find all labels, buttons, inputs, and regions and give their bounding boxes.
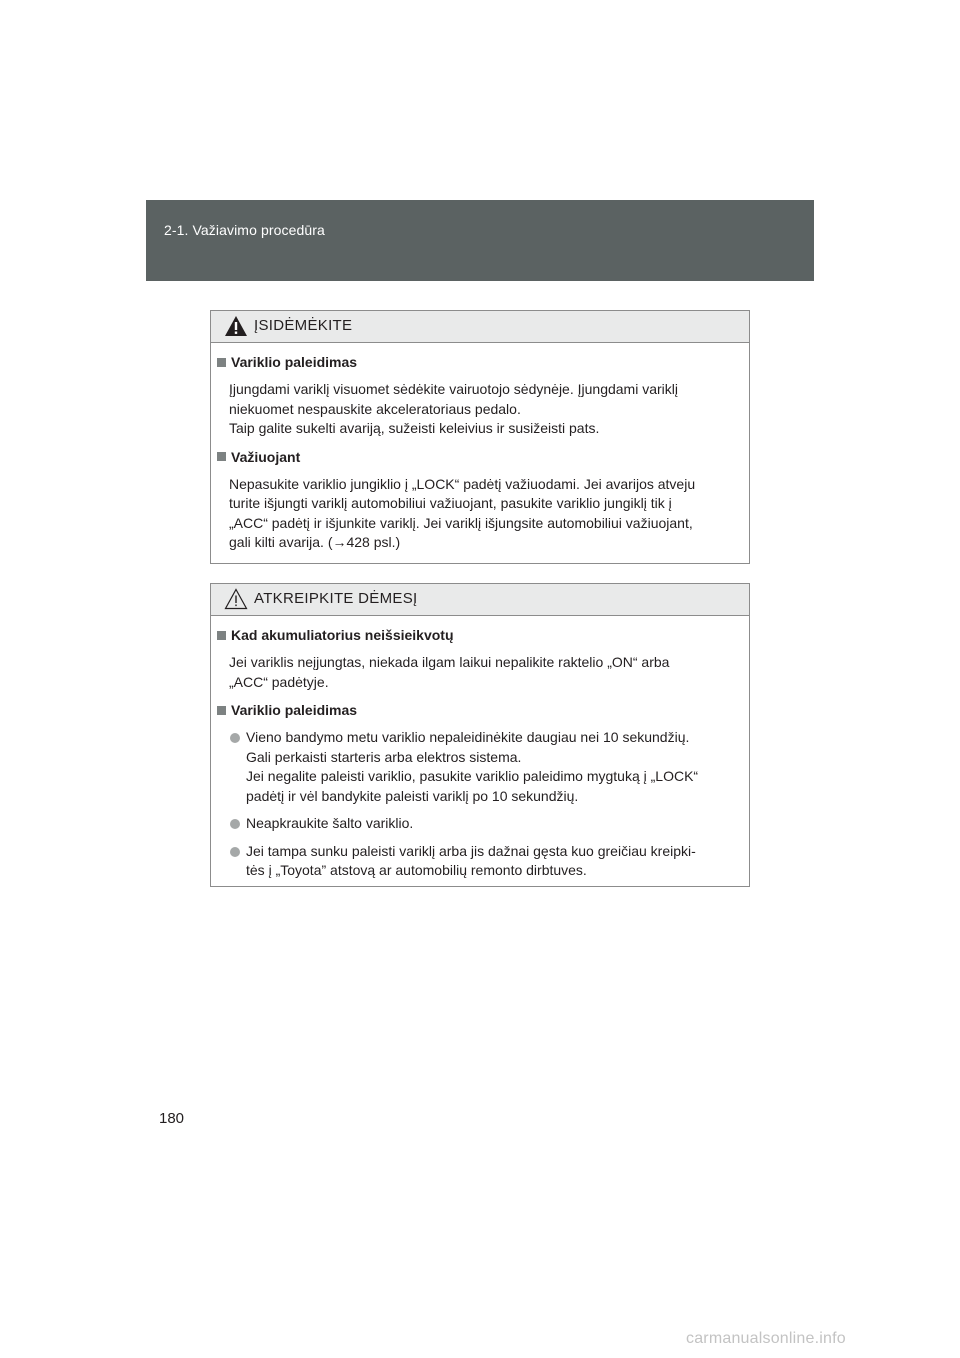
- list-item: [216, 842, 744, 881]
- warning-item-title: [216, 352, 744, 372]
- notice-item-2-title: Variklio paleidimas: [231, 702, 358, 718]
- warning-item-title: [216, 447, 744, 467]
- text-line: Taip galite sukelti avariją, sužeisti keleivius ir susižeisti pats.: [229, 420, 600, 436]
- notice-box-header: [211, 584, 749, 616]
- warning-box-header: [211, 311, 749, 343]
- warning-box-body: [211, 343, 749, 553]
- notice-box-title: ATKREIPKITE DĖMESĮ: [254, 590, 418, 607]
- circle-bullet-icon: [230, 847, 240, 857]
- header-band: [146, 200, 814, 281]
- section-title: 2-1. Važiavimo procedūra: [164, 222, 325, 238]
- list-item-text: [246, 728, 744, 806]
- text-line: Neapkraukite šalto variklio.: [246, 815, 414, 831]
- warning-item-1-title: Variklio paleidimas: [231, 354, 358, 370]
- notice-item-title: [216, 700, 744, 720]
- text-line: tės į „Toyota” atstovą ar automobilių remonto dirbtuves.: [246, 862, 587, 878]
- notice-box-body: [211, 616, 749, 881]
- text-line: „ACC“ padėtyje.: [229, 673, 329, 690]
- square-bullet-icon: [217, 706, 226, 715]
- notice-item-1-text: [229, 653, 744, 692]
- text-line: Nepasukite variklio jungiklio į „LOCK“ padėtį važiuodami. Jei avarijos atveju: [229, 475, 696, 492]
- list-item-text: [246, 814, 744, 834]
- warning-item-2-text: [229, 475, 744, 553]
- list-item: [216, 814, 744, 834]
- text-line: Jei tampa sunku paleisti variklį arba jis dažnai gęsta kuo greičiau kreipki-: [246, 842, 696, 859]
- notice-item-title: [216, 625, 744, 645]
- text-line: padėtį ir vėl bandykite paleisti variklį po 10 sekundžių.: [246, 787, 579, 804]
- warning-item-1-text: [229, 380, 744, 439]
- text-line: Jei negalite paleisti variklio, pasukite variklio paleidimo mygtuką į „LOCK“: [246, 768, 699, 784]
- page-number: 180: [159, 1110, 185, 1127]
- text-line: gali kilti avarija. (→428 psl.): [229, 534, 401, 550]
- circle-bullet-icon: [230, 819, 240, 829]
- text-line: Vieno bandymo metu variklio nepaleidinėkite daugiau nei 10 sekundžių.: [246, 729, 690, 745]
- text-line: Gali perkaisti starteris arba elektros sistema.: [246, 748, 522, 765]
- text-line: turite išjungti variklį automobiliui važiuojant, pasukite variklio jungiklį tik į: [229, 495, 672, 511]
- warning-box-title: ĮSIDĖMĖKITE: [254, 317, 353, 334]
- text-line: Jei variklis neįjungtas, niekada ilgam laikui nepalikite raktelio „ON“ arba: [229, 654, 670, 670]
- watermark: carmanualsonline.info: [686, 1330, 846, 1347]
- text-line: „ACC“ padėtį ir išjunkite variklį. Jei variklį išjungsite automobiliui važiuojant,: [229, 514, 693, 531]
- list-item: [216, 728, 744, 806]
- circle-bullet-icon: [230, 733, 240, 743]
- text-line: Įjungdami variklį visuomet sėdėkite vairuotojo sėdynėje. Įjungdami variklį: [229, 381, 678, 397]
- warning-item-2-title: Važiuojant: [231, 448, 301, 465]
- warning-triangle-outline-icon: [224, 588, 248, 610]
- warning-triangle-filled-icon: [224, 315, 248, 337]
- square-bullet-icon: [217, 452, 226, 461]
- warning-box: [210, 310, 750, 564]
- notice-item-1-title: Kad akumuliatorius neišsieikvotų: [231, 627, 454, 643]
- notice-box: [210, 583, 750, 887]
- text-line: niekuomet nespauskite akceleratoriaus pedalo.: [229, 400, 521, 417]
- square-bullet-icon: [217, 358, 226, 367]
- square-bullet-icon: [217, 631, 226, 640]
- list-item-text: [246, 842, 744, 881]
